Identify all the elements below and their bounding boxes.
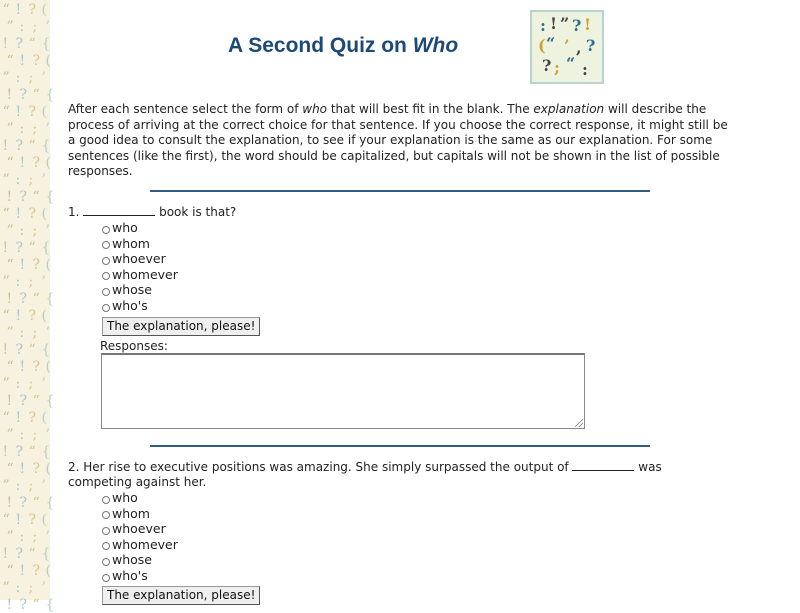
decorative-glyph: ’ [41, 172, 46, 188]
decorative-glyph: ’ [41, 376, 46, 392]
radio-button[interactable] [102, 241, 110, 249]
radio-button[interactable] [102, 527, 110, 535]
radio-button[interactable] [102, 511, 110, 519]
question-1-options [102, 220, 178, 314]
decorative-glyph: ” [2, 580, 10, 596]
radio-button[interactable] [102, 496, 110, 504]
decorative-glyph: { [45, 87, 55, 103]
decorative-glyph: ( [41, 512, 47, 528]
decorative-glyph: ” [2, 172, 10, 188]
decorative-glyph: { [45, 291, 55, 307]
decorative-glyph: { [45, 393, 55, 409]
decorative-glyph: ; [32, 223, 38, 239]
decorative-glyph: ; [28, 376, 34, 392]
decorative-glyph: “ [32, 291, 40, 307]
decorative-glyph: ’ [45, 427, 50, 443]
decorative-glyph: ? [15, 138, 23, 154]
decorative-glyph: ? [28, 104, 36, 120]
decorative-glyph: ? [19, 291, 27, 307]
decorative-glyph: : [19, 121, 25, 137]
decorative-glyph: { [41, 342, 51, 358]
instructions-paragraph: After each sentence select the form of who that will best fit in the blank. The explanation will describe the process of arriving at the correct choice for that sentence. If you choose the correct response, it might still be a good idea to consult the explanation, to see if your explanation is the same as our explanation. For some sentences (like the first), the word should be capitalized, but capitals will not be shown in the list of possible responses. [68, 102, 728, 178]
section-divider [150, 190, 650, 192]
decorative-glyph: ? [19, 87, 27, 103]
decorative-glyph: ” [6, 325, 14, 341]
decorative-glyph: ? [19, 393, 27, 409]
decorative-glyph: ! [15, 104, 22, 120]
decorative-glyph: : [15, 274, 21, 290]
option-whoever[interactable]: whoever [102, 521, 178, 537]
section-divider [150, 445, 650, 447]
decorative-glyph: ’ [41, 580, 46, 596]
decorative-glyph: “ [6, 257, 14, 273]
decorative-glyph: “ [28, 546, 36, 562]
decorative-glyph: ! [2, 240, 9, 256]
decorative-glyph: ! [19, 257, 26, 273]
decorative-glyph: ” [2, 274, 10, 290]
option-whose[interactable]: whose [102, 552, 178, 568]
option-whomever[interactable]: whomever [102, 537, 178, 553]
decorative-glyph: ! [19, 53, 26, 69]
decorative-glyph: ; [32, 325, 38, 341]
decorative-glyph: ; [32, 427, 38, 443]
decorative-glyph: “ [32, 87, 40, 103]
decorative-glyph: ? [28, 512, 36, 528]
decorative-glyph: ” [6, 19, 14, 35]
punctuation-logo-image: : ! ” ? ! ( “ ’ , ? ? ; “ : [530, 10, 604, 84]
decorative-glyph: ? [32, 461, 40, 477]
decorative-glyph: “ [32, 495, 40, 511]
decorative-glyph: “ [6, 155, 14, 171]
option-whom[interactable]: whom [102, 236, 178, 252]
decorative-glyph: { [41, 240, 51, 256]
decorative-glyph: { [41, 36, 51, 52]
responses-label: Responses: [100, 339, 168, 353]
decorative-glyph: ! [19, 461, 26, 477]
decorative-glyph: ’ [41, 70, 46, 86]
answer-blank [83, 205, 155, 216]
decorative-glyph: ” [6, 223, 14, 239]
radio-button[interactable] [102, 272, 110, 280]
decorative-glyph: ’ [45, 121, 50, 137]
decorative-glyph: ! [2, 138, 9, 154]
decorative-glyph: ! [15, 410, 22, 426]
decorative-glyph: ? [19, 189, 27, 205]
decorative-glyph: “ [28, 444, 36, 460]
radio-button[interactable] [102, 226, 110, 234]
option-whoever[interactable]: whoever [102, 251, 178, 267]
decorative-glyph: “ [2, 206, 10, 222]
decorative-glyph: ’ [45, 19, 50, 35]
decorative-glyph: ! [19, 359, 26, 375]
decorative-glyph: : [15, 172, 21, 188]
decorative-glyph: “ [6, 53, 14, 69]
decorative-glyph: ! [6, 597, 13, 613]
decorative-glyph: : [19, 325, 25, 341]
decorative-glyph: ’ [45, 325, 50, 341]
decorative-glyph: ? [28, 2, 36, 18]
option-who[interactable]: who [102, 490, 178, 506]
decorative-glyph: { [45, 495, 55, 511]
decorative-glyph: ; [28, 580, 34, 596]
decorative-glyph: ? [32, 257, 40, 273]
decorative-glyph: ? [32, 53, 40, 69]
decorative-glyph: ; [28, 478, 34, 494]
option-whom[interactable]: whom [102, 506, 178, 522]
responses-textarea[interactable] [101, 353, 585, 429]
decorative-glyph: “ [6, 461, 14, 477]
decorative-glyph: ’ [41, 274, 46, 290]
decorative-glyph: ( [45, 53, 51, 69]
decorative-glyph: ” [6, 427, 14, 443]
decorative-glyph: ” [2, 376, 10, 392]
decorative-glyph: : [19, 19, 25, 35]
resize-grip-icon[interactable] [575, 419, 583, 427]
decorative-glyph: { [41, 138, 51, 154]
answer-blank [572, 460, 634, 471]
decorative-glyph: ? [28, 308, 36, 324]
decorative-glyph: ; [28, 274, 34, 290]
decorative-glyph: “ [2, 410, 10, 426]
decorative-glyph: “ [28, 36, 36, 52]
decorative-glyph: ’ [41, 478, 46, 494]
question-1-text: 1. book is that? [68, 205, 237, 219]
decorative-glyph: : [19, 223, 25, 239]
decorative-glyph: ! [15, 512, 22, 528]
decorative-glyph: ? [32, 155, 40, 171]
decorative-glyph: ! [6, 393, 13, 409]
decorative-glyph: { [45, 597, 55, 613]
decorative-glyph: ? [15, 342, 23, 358]
radio-button[interactable] [102, 257, 110, 265]
decorative-glyph: { [45, 189, 55, 205]
decorative-glyph: ( [41, 104, 47, 120]
decorative-glyph: ( [45, 359, 51, 375]
option-whos[interactable]: who's [102, 568, 178, 584]
decorative-glyph: : [15, 478, 21, 494]
decorative-glyph: ! [15, 308, 22, 324]
decorative-glyph: ! [15, 206, 22, 222]
radio-button[interactable] [102, 288, 110, 296]
decorative-glyph: “ [32, 597, 40, 613]
decorative-glyph: ” [6, 529, 14, 545]
page-title: A Second Quiz on Who [228, 34, 459, 57]
decorative-glyph: ? [28, 206, 36, 222]
radio-button[interactable] [102, 542, 110, 550]
decorative-glyph: “ [28, 138, 36, 154]
decorative-glyph: ! [2, 342, 9, 358]
decorative-glyph: ; [32, 121, 38, 137]
decorative-glyph: ! [6, 291, 13, 307]
decorative-glyph: ! [2, 36, 9, 52]
question-2-options [102, 490, 178, 584]
option-whose[interactable]: whose [102, 282, 178, 298]
decorative-glyph: ; [28, 172, 34, 188]
option-who[interactable]: who [102, 220, 178, 236]
decorative-glyph: { [41, 444, 51, 460]
decorative-glyph: : [19, 529, 25, 545]
decorative-glyph: “ [2, 308, 10, 324]
radio-button[interactable] [102, 558, 110, 566]
decorative-glyph: ! [6, 87, 13, 103]
decorative-glyph: ( [45, 257, 51, 273]
explanation-button[interactable]: The explanation, please! [102, 586, 260, 605]
decorative-glyph: { [41, 546, 51, 562]
decorative-glyph: ? [15, 444, 23, 460]
decorative-glyph: ” [6, 121, 14, 137]
decorative-glyph: ( [45, 461, 51, 477]
radio-button[interactable] [102, 304, 110, 312]
decorative-glyph: ( [45, 563, 51, 579]
question-2-text: 2. Her rise to executive positions was amazing. She simply surpassed the output of was competing against her. [68, 460, 662, 489]
decorative-glyph: “ [6, 563, 14, 579]
decorative-glyph: “ [2, 2, 10, 18]
decorative-glyph: ! [19, 563, 26, 579]
radio-button[interactable] [102, 574, 110, 582]
decorative-glyph: “ [2, 512, 10, 528]
decorative-glyph: “ [28, 342, 36, 358]
decorative-glyph: : [15, 70, 21, 86]
decorative-glyph: ? [19, 597, 27, 613]
decorative-glyph: ; [32, 19, 38, 35]
decorative-glyph: ! [6, 189, 13, 205]
option-whos[interactable]: who's [102, 298, 178, 314]
decorative-glyph: ( [45, 155, 51, 171]
decorative-glyph: “ [28, 240, 36, 256]
decorative-glyph: ” [2, 70, 10, 86]
decorative-glyph: ? [15, 36, 23, 52]
decorative-glyph: ? [15, 240, 23, 256]
decorative-glyph: “ [32, 189, 40, 205]
decorative-glyph: ? [32, 563, 40, 579]
decorative-glyph: ( [41, 410, 47, 426]
decorative-glyph: ; [28, 70, 34, 86]
decorative-glyph: ? [19, 495, 27, 511]
decorative-glyph: ? [32, 359, 40, 375]
decorative-glyph: ! [19, 155, 26, 171]
explanation-button[interactable]: The explanation, please! [102, 317, 260, 336]
decorative-glyph: ! [2, 546, 9, 562]
decorative-glyph: ( [41, 308, 47, 324]
decorative-glyph: : [19, 427, 25, 443]
decorative-glyph: “ [32, 393, 40, 409]
decorative-glyph: : [15, 580, 21, 596]
decorative-glyph: ! [6, 495, 13, 511]
decorative-sidebar [0, 0, 55, 613]
decorative-glyph: ( [41, 206, 47, 222]
decorative-glyph: ’ [45, 529, 50, 545]
decorative-glyph: ’ [45, 223, 50, 239]
decorative-glyph: “ [2, 104, 10, 120]
decorative-glyph: “ [6, 359, 14, 375]
decorative-glyph: ? [15, 546, 23, 562]
decorative-glyph: ; [32, 529, 38, 545]
decorative-glyph: ! [2, 444, 9, 460]
decorative-glyph: : [15, 376, 21, 392]
decorative-glyph: ! [15, 2, 22, 18]
decorative-glyph: ? [28, 410, 36, 426]
option-whomever[interactable]: whomever [102, 267, 178, 283]
decorative-glyph: ( [41, 2, 47, 18]
decorative-glyph: ” [2, 478, 10, 494]
